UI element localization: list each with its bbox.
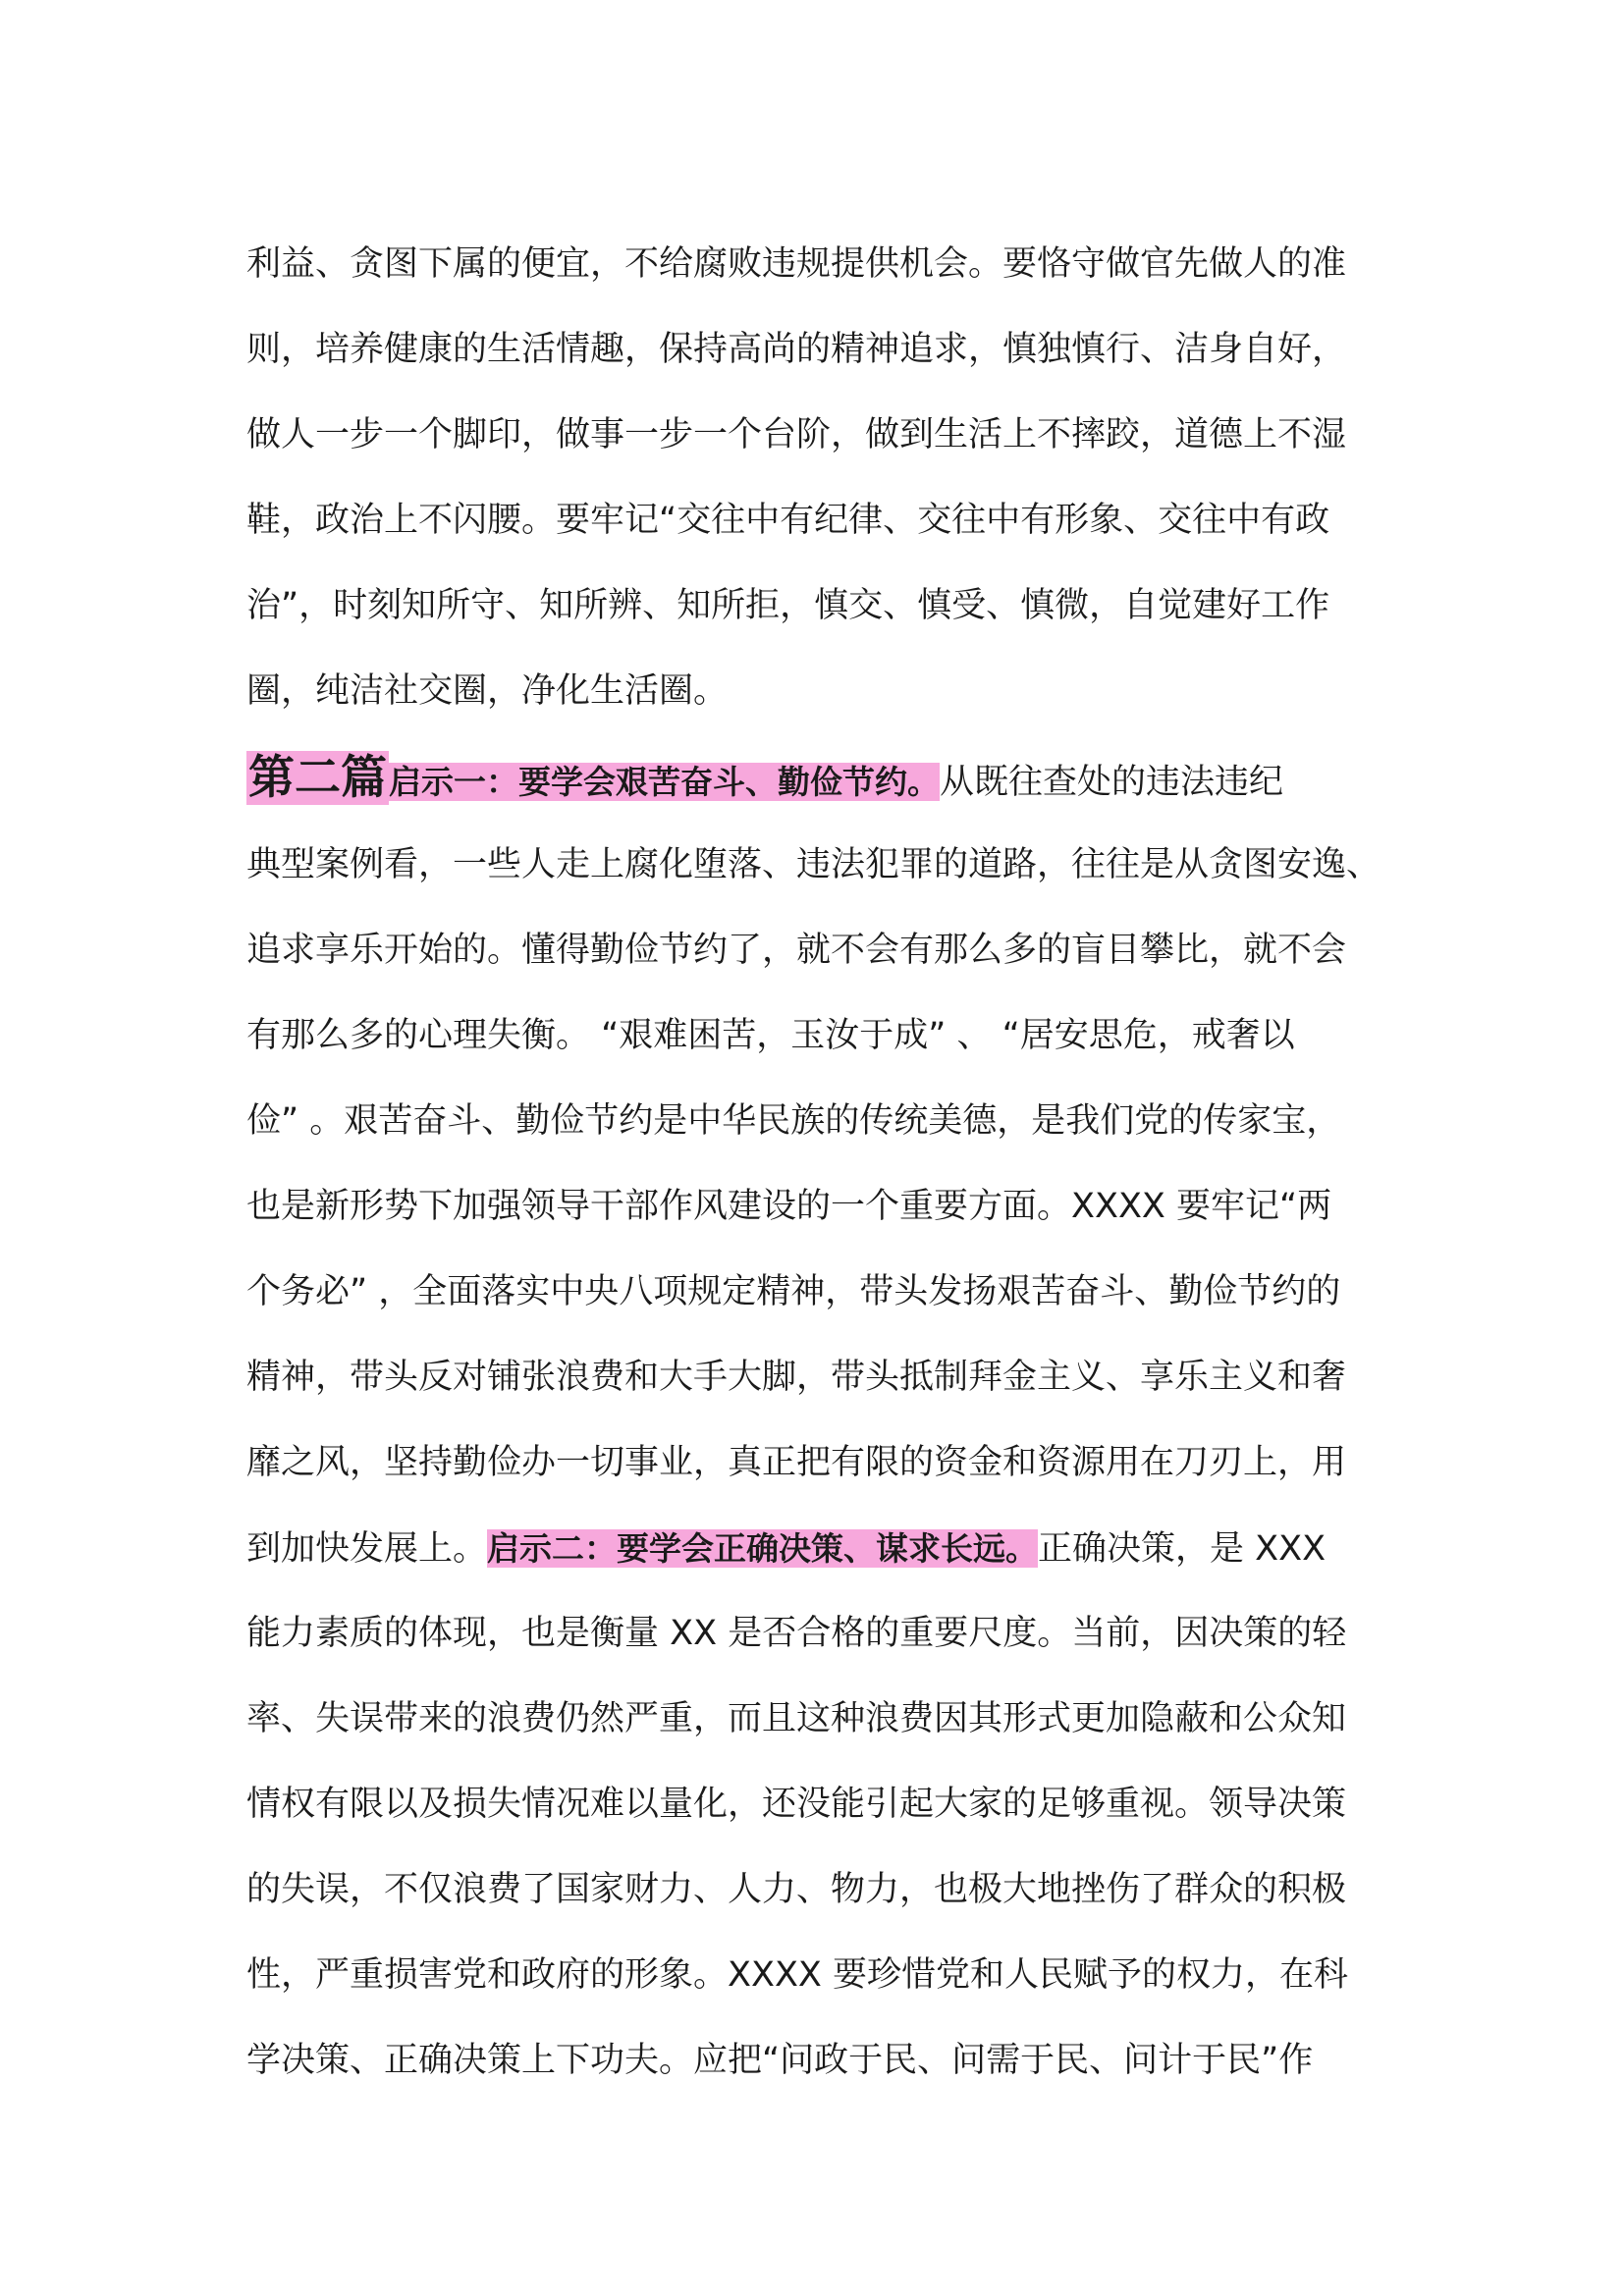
text-line: 个务必” ，全面落实中央八项规定精神，带头发扬艰苦奋斗、勤俭节约的	[246, 1272, 1341, 1311]
document-page	[246, 222, 1405, 2104]
text-line: 学决策、正确决策上下功夫。应把“问政于民、问需于民、问计于民”作	[246, 2041, 1314, 2080]
insight-2-heading: 启示二：要学会正确决策、谋求长远。	[487, 1529, 1039, 1568]
section-1-paragraph	[246, 222, 1405, 734]
text-line: 有那么多的心理失衡。 “艰难困苦，玉汝于成” 、 “居安思危，戒奢以	[246, 1016, 1295, 1055]
section-2-paragraph	[246, 734, 1405, 2104]
text-line: 俭” 。艰苦奋斗、勤俭节约是中华民族的传统美德，是我们党的传家宝，	[246, 1101, 1341, 1141]
insight-2-heading-line	[246, 1506, 1405, 1591]
insight-2-prefix: 到加快发展上。	[246, 1529, 488, 1569]
text-line: 鞋，政治上不闪腰。要牢记“交往中有纪律、交往中有形象、交往中有政	[246, 501, 1330, 540]
text-line: 追求享乐开始的。懂得勤俭节约了，就不会有那么多的盲目攀比，就不会	[246, 931, 1347, 970]
text-line: 利益、贪图下属的便宜，不给腐败违规提供机会。要恪守做官先做人的准	[246, 244, 1347, 284]
text-line: 做人一步一个脚印，做事一步一个台阶，做到生活上不摔跤，道德上不湿	[246, 415, 1347, 454]
insight-1-heading: 启示一：要学会艰苦奋斗、勤俭节约。	[389, 763, 940, 801]
text-line: 性，严重损害党和政府的形象。XXXX 要珍惜党和人民赋予的权力，在科	[246, 1955, 1349, 1995]
text-line: 典型案例看，一些人走上腐化堕落、违法犯罪的道路，往往是从贪图安逸、	[246, 845, 1381, 884]
chapter-title: 第二篇	[248, 751, 387, 805]
text-line: 精神，带头反对铺张浪费和大手大脚，带头抵制拜金主义、享乐主义和奢	[246, 1358, 1347, 1397]
text-line: 能力素质的体现，也是衡量 XX 是否合格的重要尺度。当前，因决策的轻	[246, 1614, 1347, 1653]
text-line: 率、失误带来的浪费仍然严重，而且这种浪费因其形式更加隐蔽和公众知	[246, 1699, 1347, 1738]
text-line: 则，培养健康的生活情趣，保持高尚的精神追求，慎独慎行、洁身自好，	[246, 330, 1347, 369]
insight-2-lead-text: 正确决策，是 XXX	[1038, 1529, 1326, 1569]
text-line: 圈，纯洁社交圈，净化生活圈。	[246, 671, 729, 711]
chapter-heading-line	[246, 734, 1405, 823]
insight-1-lead-text: 从既往查处的违法违纪	[940, 763, 1284, 802]
text-line: 情权有限以及损失情况难以量化，还没能引起大家的足够重视。领导决策	[246, 1785, 1347, 1824]
text-line: 治”，时刻知所守、知所辨、知所拒，慎交、慎受、慎微，自觉建好工作	[246, 586, 1330, 625]
text-line: 靡之风，坚持勤俭办一切事业，真正把有限的资金和资源用在刀刃上，用	[246, 1443, 1347, 1482]
text-line: 的失误，不仅浪费了国家财力、人力、物力，也极大地挫伤了群众的积极	[246, 1870, 1347, 1909]
text-line: 也是新形势下加强领导干部作风建设的一个重要方面。XXXX 要牢记“两	[246, 1187, 1332, 1226]
